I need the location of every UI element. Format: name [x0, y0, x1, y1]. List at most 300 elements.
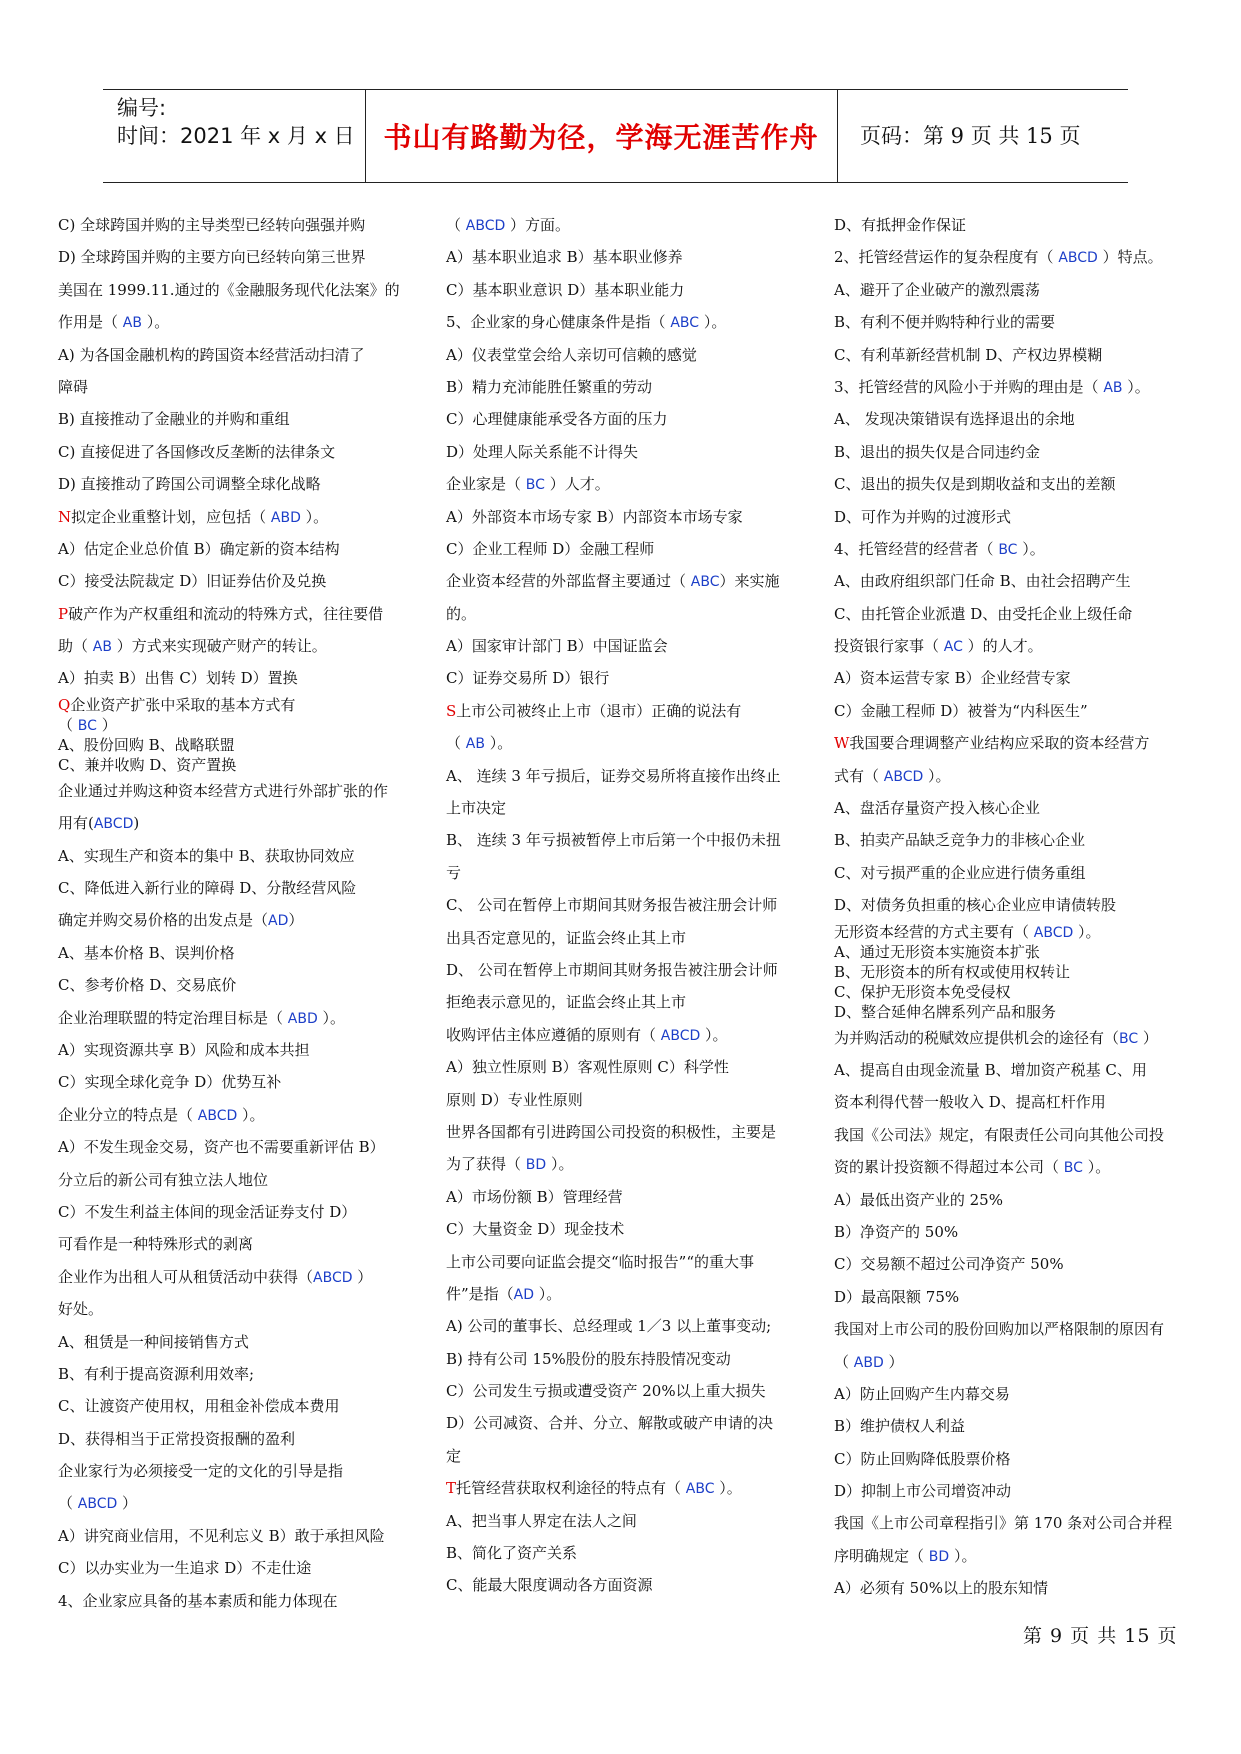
line-text: 好处。	[58, 1300, 104, 1319]
text-line	[446, 1084, 781, 1116]
line-text: C、让渡资产使用权，用租金补偿成本费用	[58, 1397, 340, 1416]
answer-text: ABD	[270, 509, 301, 526]
line-text: ）。	[700, 1025, 728, 1044]
line-text: A) 为各国金融机构的跨国资本经营活动扫清了	[58, 345, 365, 364]
text-line	[834, 1151, 1172, 1183]
text-line	[58, 630, 400, 662]
line-text: 企业资产扩张中采取的基本方式有	[70, 695, 296, 714]
text-line	[58, 1326, 400, 1358]
line-text: ）人才。	[544, 475, 610, 494]
text-line	[834, 727, 1172, 759]
line-text: C）接受法院裁定 D）旧证券估价及兑换	[58, 572, 327, 591]
line-text: A、把当事人界定在法人之间	[446, 1511, 637, 1530]
line-text: ）。	[714, 1479, 742, 1498]
line-text: 托管经营获取权利途径的特点有（	[456, 1479, 686, 1498]
line-text: ）。	[300, 507, 329, 526]
line-text: 4、托管经营的经营者（	[834, 539, 999, 558]
text-line	[446, 1375, 781, 1407]
line-text: C）企业工程师 D）金融工程师	[446, 539, 655, 558]
text-line	[58, 904, 400, 936]
text-line	[834, 662, 1172, 694]
text-line	[834, 1313, 1172, 1345]
text-line	[446, 1181, 781, 1213]
line-text: A）资本运营专家 B）企业经营专家	[834, 669, 1071, 688]
answer-text: BD	[525, 1157, 547, 1174]
text-line	[446, 1148, 781, 1180]
text-line	[834, 598, 1172, 630]
index-letter: T	[446, 1479, 457, 1498]
line-text: B）净资产的 50%	[834, 1222, 959, 1241]
text-line	[446, 371, 781, 403]
line-text: （	[834, 1352, 854, 1371]
text-line	[446, 857, 781, 889]
line-text: C）大量资金 D）现金技术	[446, 1220, 625, 1239]
text-line	[58, 1487, 400, 1519]
text-line	[58, 565, 400, 597]
line-text: 5、企业家的身心健康条件是指（	[446, 313, 671, 332]
line-text: B、 连续 3 年亏损被暂停上市后第一个中报仍未扭	[446, 831, 781, 850]
line-text: B、有利于提高资源利用效率;	[58, 1364, 255, 1383]
text-line	[834, 760, 1172, 792]
text-line	[58, 662, 400, 694]
header-motto: 书山有路勤为径，学海无涯苦作舟	[383, 121, 819, 154]
answer-text: ABCD	[465, 218, 506, 234]
line-text: C、对亏损严重的企业应进行债务重组	[834, 863, 1086, 882]
line-text: C）基本职业意识 D）基本职业能力	[446, 280, 685, 299]
line-text: ）的人才。	[962, 637, 1043, 656]
text-line	[58, 306, 400, 338]
line-text: ）。	[949, 1546, 977, 1565]
line-text: A、通过无形资本实施资本扩张	[834, 942, 1040, 961]
line-text: A、股份回购 B、战略联盟	[58, 735, 235, 754]
line-text: 式有（	[834, 766, 884, 785]
text-line	[446, 954, 781, 986]
text-line	[446, 1407, 781, 1439]
text-line	[834, 1119, 1172, 1151]
line-text: （	[446, 734, 466, 753]
answer-text: ABCD	[883, 768, 924, 785]
text-line	[446, 1505, 781, 1537]
line-text: 企业治理联盟的特定治理目标是（	[58, 1008, 288, 1027]
text-line	[58, 1585, 400, 1617]
text-line	[834, 436, 1172, 468]
line-text: 我国要合理调整产业结构应采取的资本经营方	[849, 734, 1150, 753]
text-line	[834, 241, 1172, 273]
line-text: ）来实施	[719, 572, 780, 591]
text-line	[834, 371, 1172, 403]
text-line	[58, 1261, 400, 1293]
answer-text: ABD	[287, 1010, 318, 1027]
header-meta	[117, 94, 355, 150]
line-text: 上市决定	[446, 799, 507, 818]
text-line	[58, 339, 400, 371]
line-text: 分立后的新公司有独立法人地位	[58, 1170, 269, 1189]
text-line	[834, 982, 1172, 1002]
line-text: 企业资本经营的外部监督主要通过（	[446, 572, 691, 591]
text-line	[446, 1116, 781, 1148]
answer-text: ABCD	[197, 1107, 238, 1124]
line-text: C) 直接促进了各国修改反垄断的法律条文	[58, 442, 336, 461]
line-text: A、盘活存量资产投入核心企业	[834, 799, 1040, 818]
line-text: 件”是指（	[446, 1284, 514, 1303]
line-text: 出具否定意见的，证监会终止其上市	[446, 928, 687, 947]
text-line	[834, 1346, 1172, 1378]
line-text: 无形资本经营的方式主要有（	[834, 922, 1034, 941]
text-line	[834, 824, 1172, 856]
text-line	[446, 1246, 781, 1278]
text-line	[834, 1281, 1172, 1313]
text-line	[58, 755, 400, 775]
line-text: 企业通过并购这种资本经营方式进行外部扩张的作	[58, 781, 389, 800]
text-line	[834, 274, 1172, 306]
text-line	[58, 872, 400, 904]
line-text: A）市场份额 B）管理经营	[446, 1187, 623, 1206]
text-line	[446, 1278, 781, 1310]
line-text: ）。	[1017, 539, 1045, 558]
line-text: D) 直接推动了跨国公司调整全球化战略	[58, 475, 321, 494]
text-line	[446, 1051, 781, 1083]
answer-text: ABC	[685, 1481, 715, 1498]
text-line	[446, 630, 781, 662]
index-letter: W	[834, 734, 850, 753]
doc-number-label: 编号:	[117, 96, 167, 120]
text-line	[58, 1358, 400, 1390]
line-text: 2、托管经营运作的复杂程度有（	[834, 248, 1059, 267]
line-text: 确定并购交易价格的出发点是（	[58, 911, 269, 930]
line-text: A）必须有 50%以上的股东知情	[834, 1579, 1048, 1598]
text-line	[58, 436, 400, 468]
index-letter: P	[58, 604, 69, 623]
text-line	[446, 695, 781, 727]
text-line	[834, 695, 1172, 727]
text-line	[58, 775, 400, 807]
line-text: ）。	[534, 1284, 562, 1303]
text-line	[834, 565, 1172, 597]
line-text: C、 公司在暂停上市期间其财务报告被注册会计师	[446, 896, 778, 915]
text-line	[58, 1552, 400, 1584]
text-line	[834, 942, 1172, 962]
line-text: ）。	[141, 313, 170, 332]
text-line	[58, 695, 400, 715]
text-line	[58, 1293, 400, 1325]
line-text: 用有(	[58, 814, 94, 833]
line-text: ）。	[923, 766, 951, 785]
line-text: C）以办实业为一生追求 D）不走仕途	[58, 1559, 312, 1578]
text-line	[58, 1002, 400, 1034]
line-text: 破产作为产权重组和流动的特殊方式，往往要借	[68, 604, 384, 623]
answer-text: BC	[525, 477, 545, 494]
line-text: 我国《上市公司章程指引》第 170 条对公司合并程	[834, 1514, 1173, 1533]
line-text: C）证券交易所 D）银行	[446, 669, 610, 688]
line-text: C）不发生利益主体间的现金活证券支付 D）	[58, 1202, 357, 1221]
line-text: ）	[117, 1494, 138, 1513]
answer-text: BD	[928, 1548, 950, 1565]
text-line	[58, 468, 400, 500]
line-text: 拒绝表示意见的，证监会终止其上市	[446, 993, 687, 1012]
text-line	[446, 889, 781, 921]
line-text: 4、企业家应具备的基本素质和能力体现在	[58, 1591, 338, 1610]
doc-time-label: 时间：2021 年 x 月 x 日	[117, 124, 355, 148]
text-line	[834, 1378, 1172, 1410]
line-text: C、参考价格 D、交易底价	[58, 976, 237, 995]
text-line	[446, 1310, 781, 1342]
text-line	[446, 306, 781, 338]
answer-text: ABCD	[313, 1269, 353, 1286]
line-text: 企业家行为必须接受一定的文化的引导是指	[58, 1462, 344, 1481]
text-line	[58, 209, 400, 241]
text-line	[58, 1390, 400, 1422]
line-text: A）防止回购产生内幕交易	[834, 1384, 1010, 1403]
text-line	[58, 840, 400, 872]
line-text: 美国在 1999.11.通过的《金融服务现代化法案》的	[58, 280, 400, 299]
line-text: 助（	[58, 637, 93, 656]
line-text: （	[446, 216, 466, 234]
line-text: D) 全球跨国并购的主要方向已经转向第三世界	[58, 248, 366, 267]
answer-text: ABCD	[1033, 924, 1074, 941]
text-line	[58, 1066, 400, 1098]
header-divider	[837, 90, 838, 182]
line-text: D）公司减资、合并、分立、解散或破产申请的决	[446, 1414, 774, 1433]
line-text: 投资银行家事（	[834, 637, 944, 656]
text-line	[446, 339, 781, 371]
text-line	[58, 1034, 400, 1066]
line-text: 企业作为出租人可从租赁活动中获得（	[58, 1267, 314, 1286]
line-text: A、避开了企业破产的激烈震荡	[834, 280, 1040, 299]
line-text: B) 持有公司 15%股份的股东持股情况变动	[446, 1349, 731, 1368]
answer-text: AC	[943, 639, 963, 656]
text-line	[58, 1520, 400, 1552]
line-text: C、有利革新经营机制 D、产权边界模糊	[834, 345, 1103, 364]
text-line	[446, 209, 781, 241]
text-line	[446, 1343, 781, 1375]
line-text: 可看作是一种特殊形式的剥离	[58, 1235, 254, 1254]
line-text: B、简化了资产关系	[446, 1544, 578, 1563]
text-line	[446, 662, 781, 694]
line-text: C）实现全球化竞争 D）优势互补	[58, 1073, 282, 1092]
answer-text: BC	[77, 717, 97, 734]
line-text: A、由政府组织部门任命 B、由社会招聘产生	[834, 572, 1131, 591]
line-text: D、有抵押金作保证	[834, 216, 967, 234]
line-text: 上市公司要向证监会提交“临时报告”“的重大事	[446, 1252, 755, 1271]
line-text: 资本利得代替一般收入 D、提高杠杆作用	[834, 1093, 1106, 1112]
text-line	[446, 1537, 781, 1569]
line-text: 亏	[446, 863, 462, 882]
text-line	[834, 209, 1172, 241]
text-line	[446, 1440, 781, 1472]
text-line	[446, 824, 781, 856]
line-text: )	[133, 814, 140, 833]
line-text: ）。	[546, 1155, 574, 1174]
text-line	[446, 986, 781, 1018]
line-text: A）基本职业追求 B）基本职业修养	[446, 248, 683, 267]
text-line	[446, 533, 781, 565]
line-text: C）心理健康能承受各方面的压力	[446, 410, 668, 429]
text-line	[834, 962, 1172, 982]
line-text: A) 公司的董事长、总经理或 1／3 以上董事变动;	[446, 1317, 772, 1336]
text-line	[58, 807, 400, 839]
answer-text: BC	[998, 541, 1018, 558]
line-text: D、获得相当于正常投资报酬的盈利	[58, 1429, 296, 1448]
line-text: 世界各国都有引进跨国公司投资的积极性，主要是	[446, 1122, 777, 1141]
text-line	[834, 1248, 1172, 1280]
line-text: ）方式来实现破产财产的转让。	[111, 637, 327, 656]
answer-text: AB	[122, 315, 142, 332]
line-text: D）最高限额 75%	[834, 1287, 960, 1306]
line-text: 拟定企业重整计划，应包括（	[71, 507, 271, 526]
line-text: C、保护无形资本免受侵权	[834, 982, 1011, 1001]
text-line	[834, 339, 1172, 371]
index-letter: Q	[58, 695, 71, 714]
text-line	[834, 1443, 1172, 1475]
line-text: A）估定企业总价值 B）确定新的资本结构	[58, 539, 340, 558]
line-text: B) 直接推动了金融业的并购和重组	[58, 410, 290, 429]
line-text: 定	[446, 1446, 462, 1465]
line-text: ）	[1138, 1028, 1158, 1047]
line-text: A、 连续 3 年亏损后，证券交易所将直接作出终止	[446, 766, 781, 785]
line-text: 我国对上市公司的股份回购加以严格限制的原因有	[834, 1320, 1165, 1339]
text-line	[446, 760, 781, 792]
text-line	[834, 1184, 1172, 1216]
text-line	[834, 306, 1172, 338]
text-line	[58, 969, 400, 1001]
answer-text: ABC	[670, 315, 700, 332]
text-line	[58, 715, 400, 735]
line-text: 资的累计投资额不得超过本公司（	[834, 1158, 1064, 1177]
line-text: （	[58, 715, 78, 734]
line-text: 序明确规定（	[834, 1546, 929, 1565]
text-line	[58, 1164, 400, 1196]
line-text: B）维护债权人利益	[834, 1417, 966, 1436]
line-text: ）特点。	[1097, 248, 1163, 267]
text-line	[446, 598, 781, 630]
text-line	[446, 403, 781, 435]
line-text: B、退出的损失仅是合同违约金	[834, 442, 1041, 461]
text-line	[58, 1131, 400, 1163]
line-text: 我国《公司法》规定，有限责任公司向其他公司投	[834, 1125, 1165, 1144]
text-line	[58, 274, 400, 306]
line-text: A、租赁是一种间接销售方式	[58, 1332, 249, 1351]
index-letter: N	[58, 507, 72, 526]
text-line	[446, 468, 781, 500]
line-text: B）精力充沛能胜任繁重的劳动	[446, 377, 653, 396]
text-line	[834, 1410, 1172, 1442]
line-text: ）。	[1073, 922, 1101, 941]
text-line	[834, 1475, 1172, 1507]
answer-text: ABC	[690, 574, 720, 591]
line-text: B、无形资本的所有权或使用权转让	[834, 962, 1071, 981]
text-line	[834, 403, 1172, 435]
text-line	[834, 468, 1172, 500]
line-text: 的。	[446, 604, 477, 623]
text-line	[446, 1019, 781, 1051]
line-text: ）。	[1122, 377, 1150, 396]
answer-text: BC	[1119, 1030, 1139, 1047]
line-text: C、能最大限度调动各方面资源	[446, 1576, 653, 1595]
line-text: ）。	[484, 734, 513, 753]
text-line	[446, 274, 781, 306]
text-line	[446, 501, 781, 533]
page-header	[103, 89, 1128, 183]
line-text: C）公司发生亏损或遭受资产 20%以上重大损失	[446, 1382, 766, 1401]
text-line	[58, 1423, 400, 1455]
line-text: B、有利不便并购特种行业的需要	[834, 313, 1056, 332]
line-text: D、对债务负担重的核心企业应申请债转股	[834, 896, 1117, 915]
text-line	[834, 922, 1172, 942]
index-letter: S	[446, 701, 457, 720]
text-line	[446, 241, 781, 273]
line-text: D、可作为并购的过渡形式	[834, 507, 1012, 526]
line-text: A）实现资源共享 B）风险和成本共担	[58, 1040, 310, 1059]
line-text: D）抑制上市公司增资冲动	[834, 1482, 1012, 1501]
line-text: 收购评估主体应遵循的原则有（	[446, 1025, 661, 1044]
line-text: C）防止回购降低股票价格	[834, 1449, 1011, 1468]
line-text: C) 全球跨国并购的主导类型已经转向强强并购	[58, 216, 366, 234]
line-text: 企业分立的特点是（	[58, 1105, 198, 1124]
line-text: 作用是（	[58, 313, 123, 332]
text-line	[446, 1213, 781, 1245]
line-text: A）不发生现金交易，资产也不需要重新评估 B）	[58, 1138, 385, 1157]
text-line	[58, 533, 400, 565]
line-text: C、降低进入新行业的障碍 D、分散经营风险	[58, 879, 357, 898]
line-text: C、由托管企业派遣 D、由受托企业上级任命	[834, 604, 1133, 623]
answer-text: ABCD	[1058, 250, 1098, 267]
line-text: C）金融工程师 D）被誉为“内科医生”	[834, 701, 1088, 720]
line-text: D、整合延伸名牌系列产品和服务	[834, 1002, 1057, 1021]
line-text: A）国家审计部门 B）中国证监会	[446, 637, 668, 656]
text-line	[58, 501, 400, 533]
text-line	[446, 436, 781, 468]
text-line	[58, 403, 400, 435]
answer-text: ABCD	[660, 1027, 701, 1044]
answer-text: AD	[513, 1286, 535, 1303]
line-text: 为了获得（	[446, 1155, 526, 1174]
text-line	[834, 533, 1172, 565]
line-text: C、兼并收购 D、资产置换	[58, 755, 237, 774]
line-text: ）方面。	[505, 216, 571, 234]
answer-text: AB	[465, 736, 485, 753]
text-line	[446, 922, 781, 954]
line-text: （	[58, 1494, 78, 1513]
line-text: A）外部资本市场专家 B）内部资本市场专家	[446, 507, 743, 526]
line-text: D、 公司在暂停上市期间其财务报告被注册会计师	[446, 960, 778, 979]
line-text: A）讲究商业信用，不见利忘义 B）敢于承担风险	[58, 1526, 385, 1545]
text-line	[834, 630, 1172, 662]
answer-text: BC	[1063, 1160, 1083, 1177]
line-text: ）	[352, 1267, 373, 1286]
text-line	[446, 1569, 781, 1601]
text-column-2	[446, 209, 781, 1602]
line-text: 3、托管经营的风险小于并购的理由是（	[834, 377, 1104, 396]
text-line	[58, 937, 400, 969]
line-text: ）。	[699, 313, 727, 332]
line-text: A、实现生产和资本的集中 B、获取协同效应	[58, 846, 355, 865]
answer-text: ABD	[853, 1354, 884, 1371]
line-text: ）。	[1082, 1158, 1111, 1177]
text-line	[834, 1540, 1172, 1572]
line-text: 为并购活动的税赋效应提供机会的途径有（	[834, 1028, 1120, 1047]
text-line	[58, 241, 400, 273]
line-text: A）最低出资产业的 25%	[834, 1190, 1003, 1209]
line-text: A、 发现决策错误有选择退出的余地	[834, 410, 1075, 429]
line-text: A、提高自由现金流量 B、增加资产税基 C、用	[834, 1060, 1147, 1079]
line-text: ）	[288, 911, 304, 930]
text-column-3	[834, 209, 1172, 1605]
line-text: D）处理人际关系能不计得失	[446, 442, 639, 461]
line-text: 企业家是（	[446, 475, 526, 494]
text-line	[58, 371, 400, 403]
text-line	[834, 1054, 1172, 1086]
text-line	[834, 1002, 1172, 1022]
